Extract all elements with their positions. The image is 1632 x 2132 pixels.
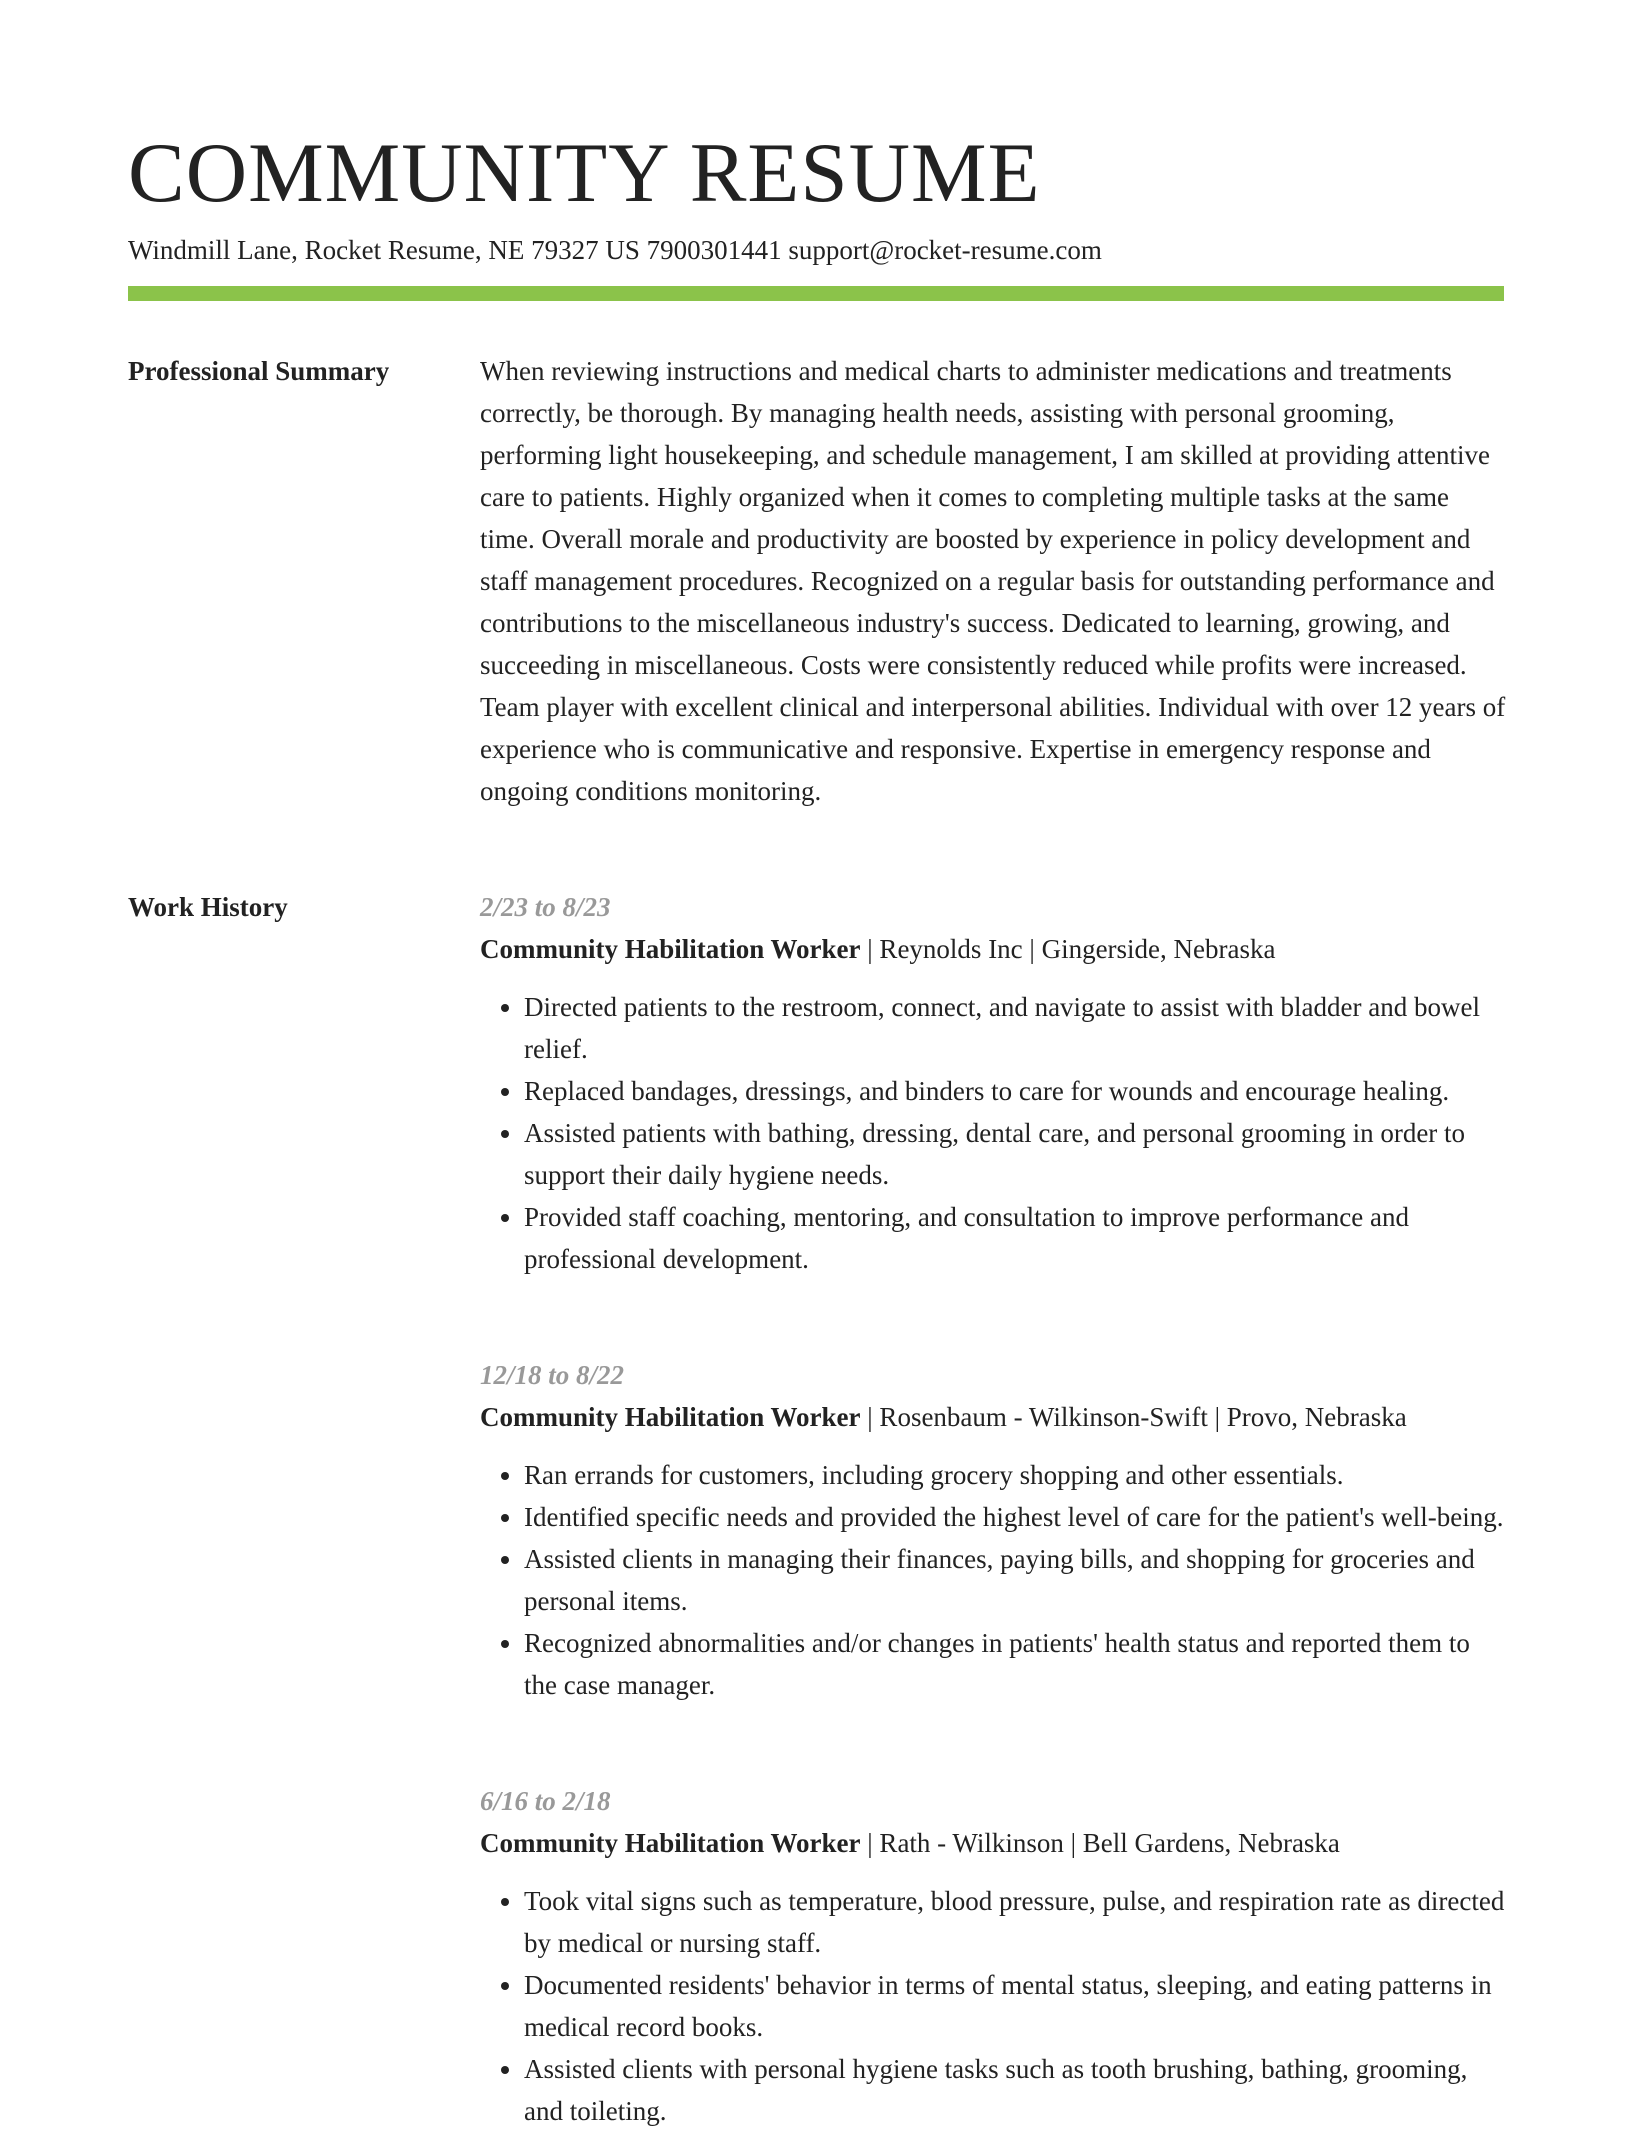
job-bullet: • Assisted clients with personal hygiene tasks such as tooth brushing, bathing, grooming, and toileting. bbox=[524, 2048, 1506, 2132]
job-employer-location: | Rath - Wilkinson | Bell Gardens, Nebraska bbox=[860, 1828, 1340, 1858]
job-employer-location: | Rosenbaum - Wilkinson-Swift | Provo, Nebraska bbox=[860, 1402, 1407, 1432]
summary-heading: Professional Summary bbox=[128, 356, 390, 386]
header-divider bbox=[128, 286, 1504, 301]
resume-name: COMMUNITY RESUME bbox=[128, 126, 1041, 220]
job-bullet: • Directed patients to the restroom, connect, and navigate to assist with bladder and bowel relief. bbox=[524, 986, 1506, 1070]
job-bullets bbox=[480, 1454, 1506, 1706]
job-title-line bbox=[480, 928, 1506, 970]
job-dates: 6/16 to 2/18 bbox=[480, 1786, 611, 1816]
job-bullet: • Recognized abnormalities and/or changes in patients' health status and reported them to the case manager. bbox=[524, 1622, 1506, 1706]
job-bullet: • Took vital signs such as temperature, blood pressure, pulse, and respiration rate as directed by medical or nursing staff. bbox=[524, 1880, 1506, 1964]
job-title: Community Habilitation Worker bbox=[480, 1402, 861, 1432]
job-title-line bbox=[480, 1822, 1506, 1864]
job-bullets bbox=[480, 1880, 1506, 2132]
job-dates: 2/23 to 8/23 bbox=[480, 892, 611, 922]
job-entry bbox=[480, 1354, 1506, 1706]
job-bullet: • Provided staff coaching, mentoring, and consultation to improve performance and professional development. bbox=[524, 1196, 1506, 1280]
job-entry bbox=[480, 886, 1506, 1280]
job-bullet: • Assisted patients with bathing, dressing, dental care, and personal grooming in order to support their daily hygiene needs. bbox=[524, 1112, 1506, 1196]
contact-line: Windmill Lane, Rocket Resume, NE 79327 US 7900301441 support@rocket-resume.com bbox=[128, 235, 1102, 265]
job-bullet: • Replaced bandages, dressings, and binders to care for wounds and encourage healing. bbox=[524, 1070, 1506, 1112]
job-bullet: • Ran errands for customers, including grocery shopping and other essentials. bbox=[524, 1454, 1506, 1496]
job-bullet: • Assisted clients in managing their finances, paying bills, and shopping for groceries and personal items. bbox=[524, 1538, 1506, 1622]
job-bullet: • Identified specific needs and provided the highest level of care for the patient's well-being. bbox=[524, 1496, 1506, 1538]
job-bullets bbox=[480, 986, 1506, 1280]
job-dates: 12/18 to 8/22 bbox=[480, 1360, 625, 1390]
job-title: Community Habilitation Worker bbox=[480, 1828, 861, 1858]
summary-text: When reviewing instructions and medical charts to administer medications and treatments correctly, be thorough. By managing health needs, assisting with personal grooming, performing light housekeeping, and schedule management, I am skilled at providing attentive care to patients. Highly organized when it comes to completing multiple tasks at the same time. Overall morale and productivity are boosted by experience in policy development and staff management procedures. Recognized on a regular basis for outstanding performance and contributions to the miscellaneous industry's success. Dedicated to learning, growing, and succeeding in miscellaneous. Costs were consistently reduced while profits were increased. Team player with excellent clinical and interpersonal abilities. Individual with over 12 years of experience who is communicative and responsive. Expertise in emergency response and ongoing conditions monitoring. bbox=[480, 356, 1506, 806]
job-employer-location: | Reynolds Inc | Gingerside, Nebraska bbox=[860, 934, 1276, 964]
job-bullet: • Documented residents' behavior in terms of mental status, sleeping, and eating patterns in medical record books. bbox=[524, 1964, 1506, 2048]
work-history-heading: Work History bbox=[128, 892, 288, 922]
job-title: Community Habilitation Worker bbox=[480, 934, 861, 964]
job-title-line bbox=[480, 1396, 1506, 1438]
job-entry bbox=[480, 1780, 1506, 2132]
